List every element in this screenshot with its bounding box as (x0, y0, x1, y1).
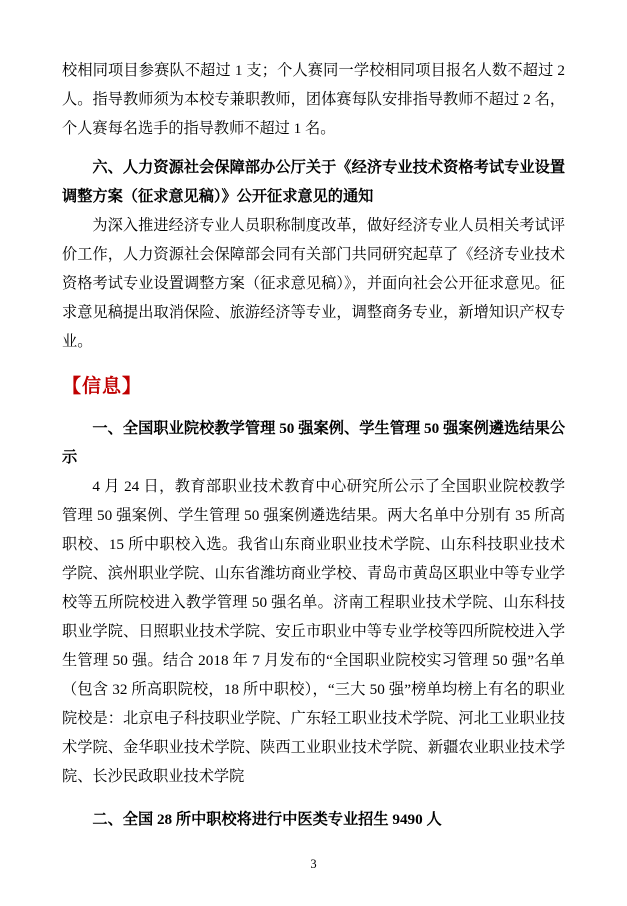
spacer (62, 791, 565, 805)
heading-item-two: 二、全国 28 所中职校将进行中医类专业招生 9490 人 (92, 811, 442, 828)
info-section-banner: 【信息】 (62, 376, 143, 397)
page-number: 3 (310, 857, 317, 871)
spacer (62, 356, 565, 370)
paragraph-continued: 校相同项目参赛队不超过 1 支；个人赛同一学校相同项目报名人数不超过 2 人。指导教师须为本校专兼职教师，团体赛每队安排指导教师不超过 2 名，个人赛每名选手的指导教师不超过 1 名。 (62, 62, 565, 137)
paragraph-section-six-body: 为深入推进经济专业人员职称制度改革，做好经济专业人员相关考试评价工作，人力资源社会保障部会同有关部门共同研究起草了《经济专业技术资格考试专业设置调整方案（征求意见稿）》，并面向社会公开征求意见。征求意见稿提出取消保险、旅游经济等专业，调整商务专业，新增知识产权专业。 (62, 217, 565, 350)
spacer (62, 404, 565, 414)
spacer (62, 143, 565, 153)
heading-item-one: 一、全国职业院校教学管理 50 强案例、学生管理 50 强案例遴选结果公示 (62, 420, 565, 466)
heading-section-six: 六、人力资源社会保障部办公厅关于《经济专业技术资格考试专业设置调整方案（征求意见稿）》公开征求意见的通知 (62, 159, 565, 205)
paragraph-item-one-body: 4 月 24 日，教育部职业技术教育中心研究所公示了全国职业院校教学管理 50 强案例、学生管理 50 强案例遴选结果。两大名单中分别有 35 所高职校、15 所中职校入选。我省山东商业职业技术学院、山东科技职业技术学院、滨州职业学院、山东省潍坊商业学校、青岛市黄岛区职业中等专业学校等五所院校进入教学管理 50 强名单。济南工程职业技术学院、山东科技职业学院、日照职业技术学院、安丘市职业中等专业学校等四所院校进入学生管理 50 强。结合 2018 年 7 月发布的“全国职业院校实习管理 50 强”名单（包含 32 所高职院校，18 所中职校），“三大 50 强”榜单均榜上有名的职业院校是：北京电子科技职业学院、广东轻工职业技术学院、河北工业职业技术学院、金华职业技术学院、陕西工业职业技术学院、新疆农业职业技术学院、长沙民政职业技术学院 (62, 478, 565, 785)
